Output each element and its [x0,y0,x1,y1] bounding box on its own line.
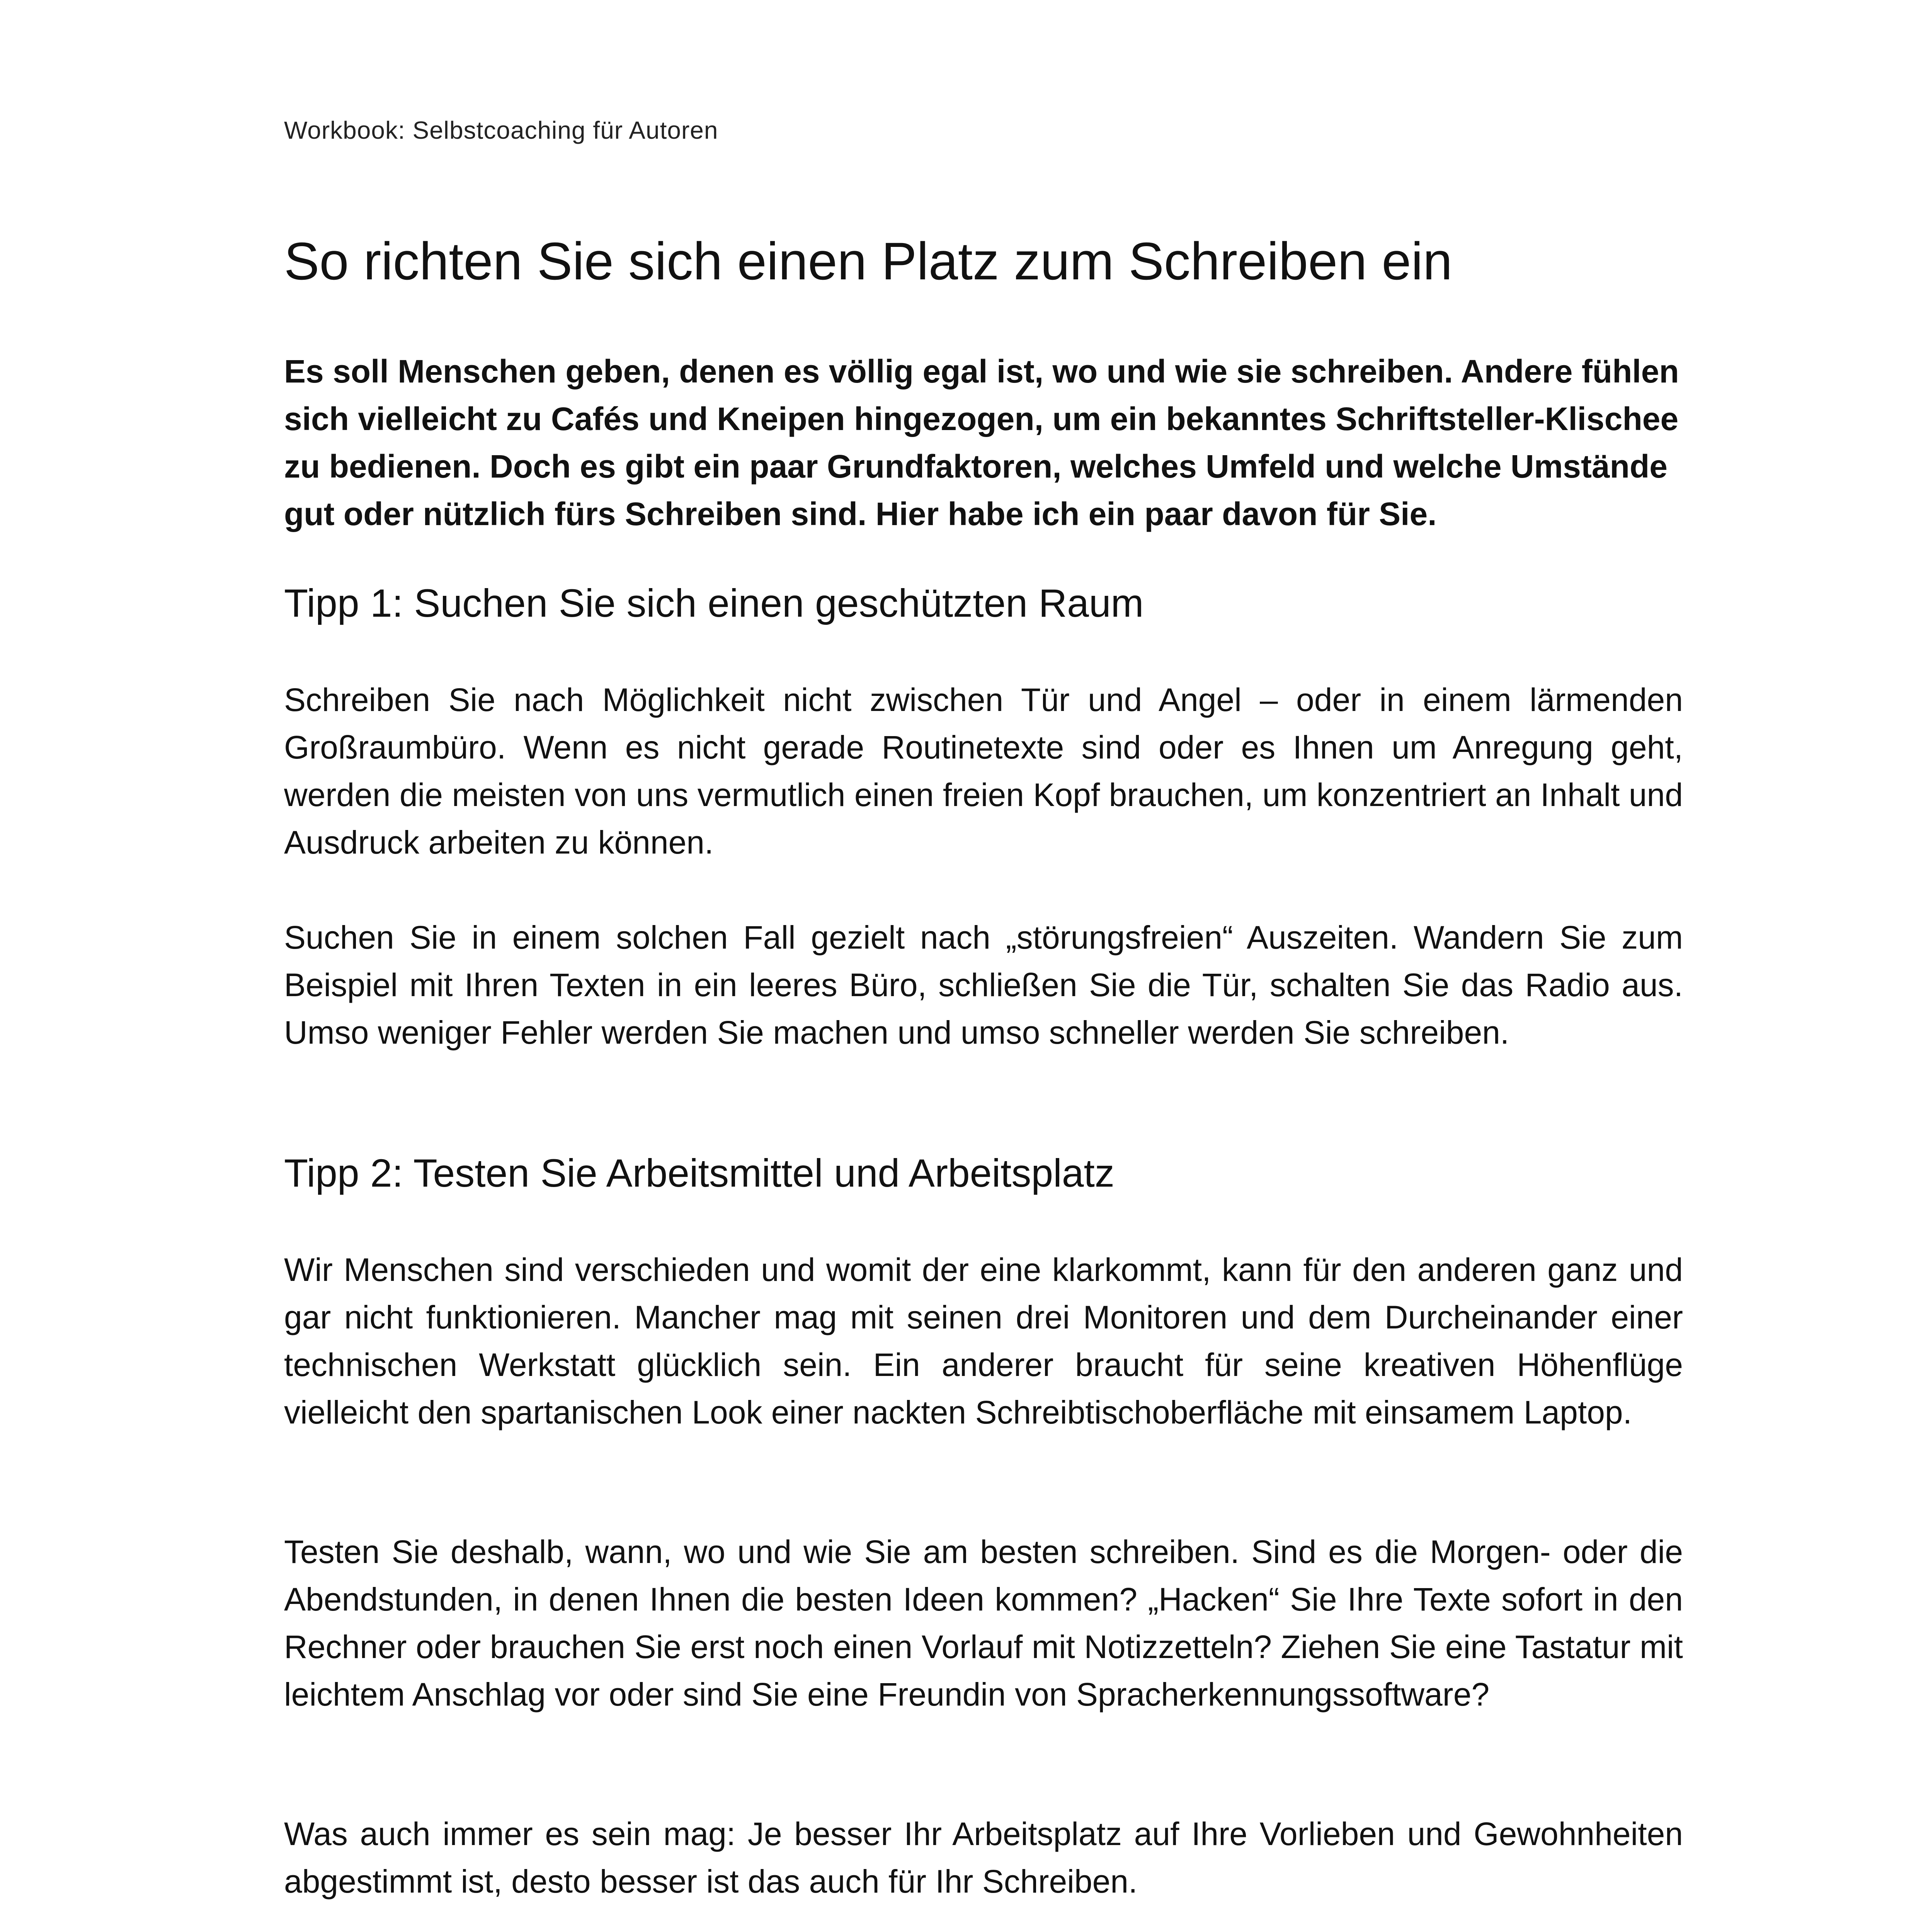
tip-1-paragraph-1: Schreiben Sie nach Möglichkeit nicht zwischen Tür und Angel – oder in einem lärmenden Großraumbüro. Wenn es nicht gerade Routinetexte sind oder es Ihnen um Anregung geht, werden die meisten von uns vermutlich einen freien Kopf brauchen, um konzentriert an Inhalt und Ausdruck arbeiten zu können. [284,682,1683,861]
intro-paragraph: Es soll Menschen geben, denen es völlig egal ist, wo und wie sie schreiben. Andere fühlen sich vielleicht zu Cafés und Kneipen hingezogen, um ein bekanntes Schriftsteller-Klischee zu bedienen. Doch es gibt ein paar Grundfaktoren, welches Umfeld und welche Umstände gut oder nützlich fürs Schreiben sind. Hier habe ich ein paar davon für Sie. [284,353,1679,532]
tip-1-paragraph-2: Suchen Sie in einem solchen Fall gezielt nach „störungsfreien“ Auszeiten. Wandern Sie zum Beispiel mit Ihren Texten in ein leeres Büro, schließen Sie die Tür, schalten Sie das Radio aus. Umso weniger Fehler werden Sie machen und umso schneller werden Sie schreiben. [284,919,1683,1051]
tip-1-heading: Tipp 1: Suchen Sie sich einen geschützten Raum [284,581,1144,625]
tip-2-paragraph-1: Wir Menschen sind verschieden und womit der eine klarkommt, kann für den anderen ganz und gar nicht funktionieren. Mancher mag mit seinen drei Monitoren und dem Durcheinander einer technischen Werkstatt glücklich sein. Ein anderer braucht für seine kreativen Höhenflüge vielleicht den spartanischen Look einer nackten Schreibtischoberfläche mit einsamem Laptop. [284,1252,1683,1430]
page-title: So richten Sie sich einen Platz zum Schreiben ein [284,232,1453,291]
tip-2-paragraph-3: Was auch immer es sein mag: Je besser Ihr Arbeitsplatz auf Ihre Vorlieben und Gewohnheiten abgestimmt ist, desto besser ist das auch für Ihr Schreiben. [284,1816,1683,1900]
running-header: Workbook: Selbstcoaching für Autoren [284,116,718,144]
tip-2-heading: Tipp 2: Testen Sie Arbeitsmittel und Arbeitsplatz [284,1151,1115,1195]
tip-2-paragraph-2: Testen Sie deshalb, wann, wo und wie Sie am besten schreiben. Sind es die Morgen- oder die Abendstunden, in denen Ihnen die besten Ideen kommen? „Hacken“ Sie Ihre Texte sofort in den Rechner oder brauchen Sie erst noch einen Vorlauf mit Notizzetteln? Ziehen Sie eine Tastatur mit leichtem Anschlag vor oder sind Sie eine Freundin von Spracherkennungssoftware? [284,1534,1683,1713]
